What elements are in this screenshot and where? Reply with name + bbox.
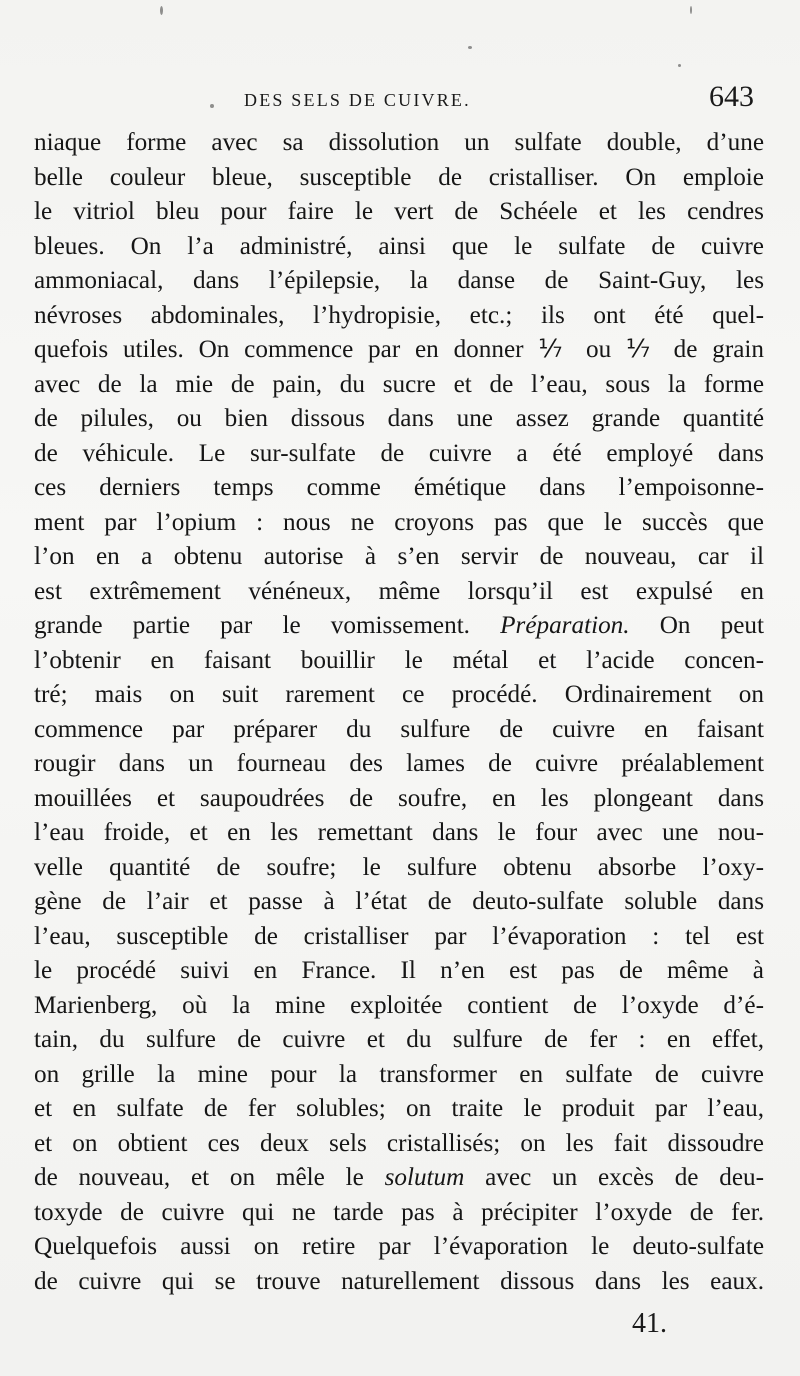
text-line: l’eau, susceptible de cristalliser par l’évaporation : tel est: [34, 922, 764, 950]
paper-speck: [468, 46, 472, 49]
text-line: toxyde de cuivre qui ne tarde pas à précipiter l’oxyde de fer.: [34, 1198, 764, 1226]
text-line: l’eau froide, et en les remettant dans le four avec une nou-: [34, 819, 764, 846]
text-line: tain, du sulfure de cuivre et du sulfure de fer : en effet,: [34, 1026, 764, 1053]
italic-term: Préparation.: [500, 612, 630, 639]
text-line: on grille la mine pour la transformer en sulfate de cuivre: [34, 1060, 764, 1088]
text-line: quefois utiles. On commence par en donner ⅐ ou ⅐ de grain: [34, 336, 764, 363]
paper-speck: [678, 64, 681, 67]
text-line: commence par préparer du sulfure de cuivre en faisant: [34, 715, 764, 743]
text-segment: de nouveau, et on mêle le: [34, 1164, 364, 1191]
text-line-mixed: [34, 1161, 764, 1196]
body-text: [34, 126, 764, 1299]
text-line: de pilules, ou bien dissous dans une assez grande quantité: [34, 405, 764, 432]
text-line: rougir dans un fourneau des lames de cuivre préalablement: [34, 750, 764, 777]
text-line: bleues. On l’a administré, ainsi que le sulfate de cuivre: [34, 232, 764, 260]
text-line: belle couleur bleue, susceptible de cristalliser. On emploie: [34, 163, 764, 191]
text-line: le vitriol bleu pour faire le vert de Schéele et les cendres: [34, 198, 764, 225]
text-line: gène de l’air et passe à l’état de deuto-sulfate soluble dans: [34, 888, 764, 915]
text-segment: grande partie par le vomissement.: [34, 612, 470, 639]
text-line: niaque forme avec sa dissolution un sulfate double, d’une: [34, 129, 764, 156]
text-line-mixed: [34, 609, 764, 644]
page-header: [34, 80, 764, 120]
text-segment: On peut: [659, 612, 764, 639]
italic-term: solutum: [384, 1164, 465, 1191]
text-line: tré; mais on suit rarement ce procédé. Ordinairement on: [34, 681, 764, 708]
text-line: velle quantité de soufre; le sulfure obtenu absorbe l’oxy-: [34, 853, 764, 881]
text-line: névroses abdominales, l’hydropisie, etc.; ils ont été quel-: [34, 301, 764, 329]
text-line: ces derniers temps comme émétique dans l’empoisonne-: [34, 474, 764, 501]
text-line: ment par l’opium : nous ne croyons pas que le succès que: [34, 508, 764, 536]
page-number: 643: [709, 80, 754, 113]
text-line: mouillées et saupoudrées de soufre, en les plongeant dans: [34, 784, 764, 812]
text-segment: avec un excès de deu-: [485, 1164, 765, 1191]
text-line: est extrêmement vénéneux, même lorsqu’il est expulsé en: [34, 577, 764, 605]
paper-speck: [690, 6, 692, 14]
text-line: de véhicule. Le sur-sulfate de cuivre a été employé dans: [34, 439, 764, 467]
text-line: Quelquefois aussi on retire par l’évaporation le deuto-sulfate: [34, 1233, 764, 1260]
running-head: DES SELS DE CUIVRE.: [244, 90, 471, 110]
text-line: ammoniacal, dans l’épilepsie, la danse de Saint-Guy, les: [34, 267, 764, 294]
text-line: avec de la mie de pain, du sucre et de l’eau, sous la forme: [34, 370, 764, 398]
text-line: de cuivre qui se trouve naturellement dissous dans les eaux.: [34, 1267, 764, 1295]
text-line: et on obtient ces deux sels cristallisés; on les fait dissoudre: [34, 1129, 764, 1157]
text-line: l’obtenir en faisant bouillir le métal et l’acide concen-: [34, 646, 764, 674]
text-line: l’on en a obtenu autorise à s’en servir de nouveau, car il: [34, 543, 764, 570]
text-line: et en sulfate de fer solubles; on traite le produit par l’eau,: [34, 1095, 764, 1122]
signature-mark: 41.: [632, 1308, 667, 1339]
text-line: le procédé suivi en France. Il n’en est pas de même à: [34, 957, 764, 984]
text-line: Marienberg, où la mine exploitée contient de l’oxyde d’é-: [34, 991, 764, 1019]
paper-speck: [160, 6, 163, 15]
